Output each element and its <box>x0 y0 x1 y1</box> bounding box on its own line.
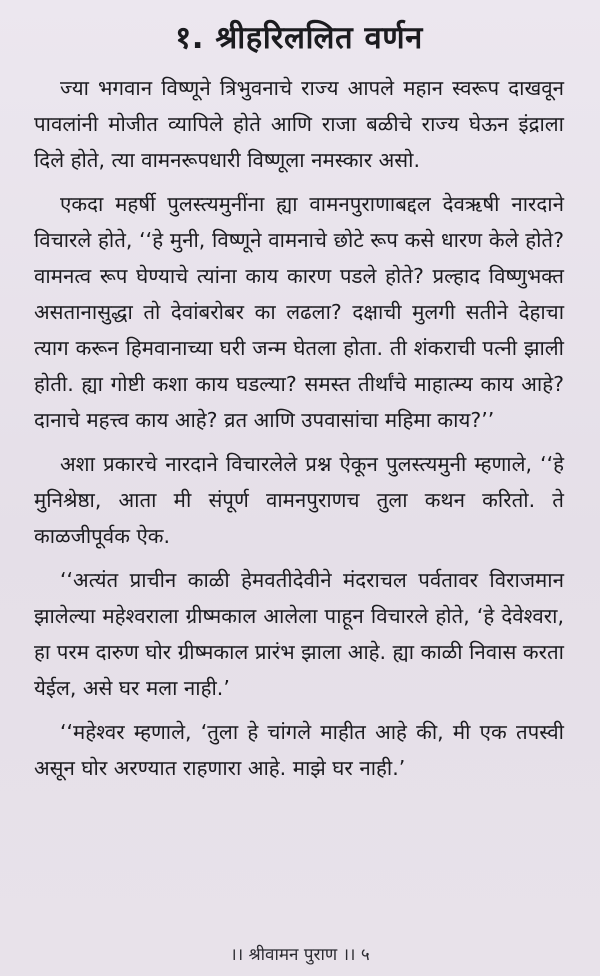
page-footer: ।। श्रीवामन पुराण ।। ५ <box>230 945 370 965</box>
paragraph-narada-questions: एकदा महर्षी पुलस्त्यमुनींना ह्या वामनपुराणाबद्दल देवऋषी नारदाने विचारले होते, ‘‘हे मुनी, विष्णूने वामनाचे छोटे रूप कसे धारण केले होते? वामनत्व रूप घेण्याचे त्यांना काय कारण पडले होते? प्रल्हाद विष्णुभक्त असतानासुद्धा तो देवांबरोबर का लढला? दक्षाची मुलगी सतीने देहाचा त्याग करून हिमवानाच्या घरी जन्म घेतला होता. ती शंकराची पत्नी झाली होती. ह्या गोष्टी कशा काय घडल्या? समस्त तीर्थांचे माहात्म्य काय आहे? दानाचे महत्त्व काय आहे? व्रत आणि उपवासांचा महिमा काय?’’ <box>34 192 564 432</box>
chapter-body <box>34 70 564 786</box>
chapter-title: १. श्रीहरिललित वर्णन <box>175 20 423 56</box>
paragraph-maheshwar-reply: ‘‘महेश्वर म्हणाले, ‘तुला हे चांगले माहीत आहे की, मी एक तपस्वी असून घोर अरण्यात राहणारा आहे. माझे घर नाही.’ <box>34 720 564 780</box>
paragraph-hemavati-question: ‘‘अत्यंत प्राचीन काळी हेमवतीदेवीने मंदराचल पर्वतावर विराजमान झालेल्या महेश्वराला ग्रीष्मकाल आलेला पाहून विचारले होते, ‘हे देवेश्वरा, हा परम दारुण घोर ग्रीष्मकाल प्रारंभ झाला आहे. ह्या काळी निवास करता येईल, असे घर मला नाही.’ <box>34 568 564 700</box>
paragraph-invocation: ज्या भगवान विष्णूने त्रिभुवनाचे राज्य आपले महान स्वरूप दाखवून पावलांनी मोजीत व्यापिले होते आणि राजा बळीचे राज्य घेऊन इंद्राला दिले होते, त्या वामनरूपधारी विष्णूला नमस्कार असो. <box>34 76 564 172</box>
paragraph-pulastya-reply: अशा प्रकारचे नारदाने विचारलेले प्रश्न ऐकून पुलस्त्यमुनी म्हणाले, ‘‘हे मुनिश्रेष्ठा, आता मी संपूर्ण वामनपुराणच तुला कथन करितो. ते काळजीपूर्वक ऐक. <box>34 452 564 548</box>
